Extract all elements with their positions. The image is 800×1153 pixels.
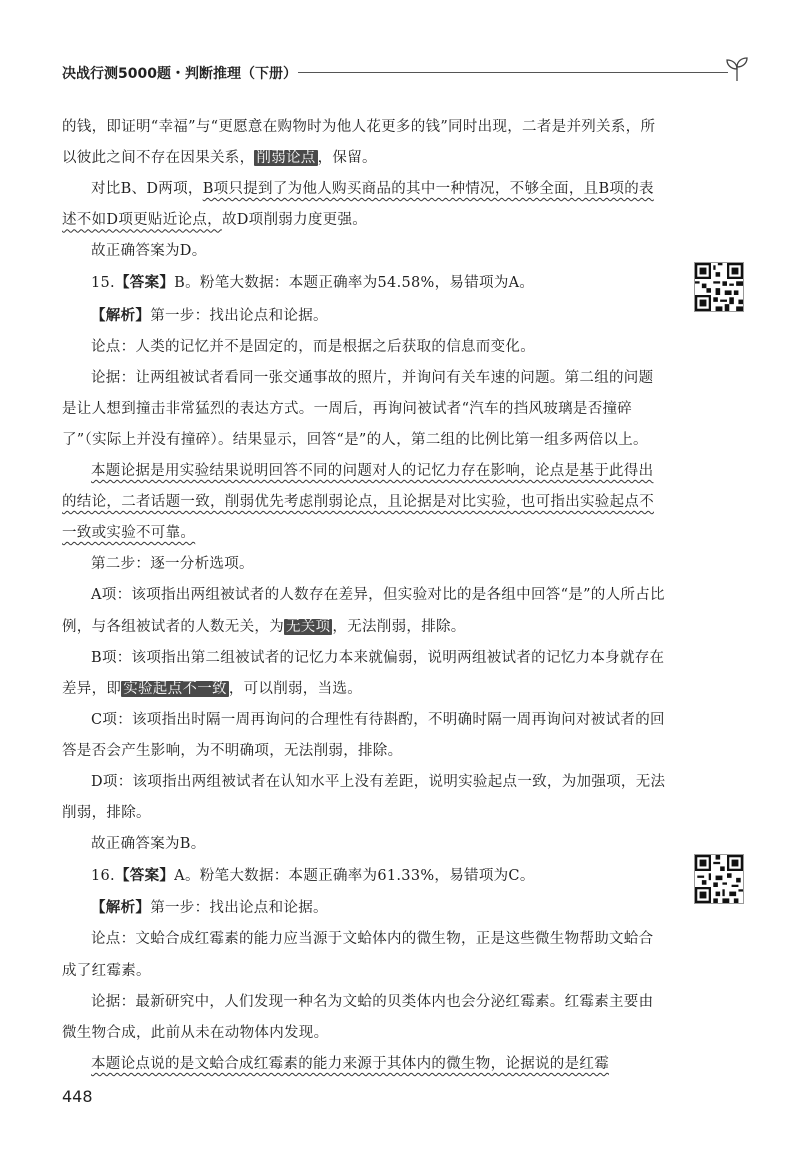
text-segment: 论据：最新研究中，人们发现一种名为文蛤的贝类体内也会分泌红霉素。红霉素主要由微生物合成，此前从未在动物体内发现。 [62, 993, 654, 1041]
running-header [62, 55, 752, 95]
book-title: 决战行测5000题・判断推理（下册） [62, 66, 297, 82]
paragraph [62, 363, 667, 456]
section-marker: 【答案】 [114, 274, 175, 292]
text-segment: 论据：让两组被试者看同一张交通事故的照片，并询问有关车速的问题。第二组的问题是让人想到撞击非常猛烈的表达方式。一周后，再询问被试者“汽车的挡风玻璃是否撞碎了”（实际上并没有撞碎）。结果显示，回答“是”的人，第二组的比例比第一组多两倍以上。 [62, 369, 654, 448]
highlight-label: 无关项 [286, 618, 331, 635]
paragraph [62, 174, 667, 236]
section-marker: 【解析】 [91, 899, 151, 917]
paragraph [62, 236, 667, 267]
text-segment: B项：该项指出第二组被试者的记忆力本来就偏弱，说明两组被试者的记忆力本身就存在差异，即 [62, 649, 665, 697]
paragraph [62, 580, 667, 642]
paragraph [62, 860, 667, 892]
paragraph [62, 549, 667, 580]
paragraph [62, 829, 667, 860]
paragraph [62, 705, 667, 767]
text-segment: C项：该项指出时隔一周再询问的合理性有待斟酌，不明确时隔一周再询问对被试者的回答是否会产生影响，为不明确项，无法削弱，排除。 [62, 711, 665, 759]
paragraph [62, 112, 667, 174]
text-segment: 的钱，即证明“幸福”与“更愿意在购物时为他人花更多的钱”同时出现，二者是并列关系，所以彼此之间不存在因果关系， [62, 119, 656, 167]
paragraph [62, 332, 667, 363]
text-segment: 故D项削弱力度更强。 [221, 212, 368, 229]
text-segment: A项：该项指出两组被试者的人数存在差异，但实验对比的是各组中回答“是”的人所占比例，与各组被试者的人数无关，为 [62, 587, 665, 635]
text-segment: 对比B、D两项， [91, 181, 203, 198]
text-segment: 15. [91, 275, 115, 292]
underlined-text: 本题论据是用实验结果说明回答不同的问题对人的记忆力存在影响，论点是基于此得出的结论，二者话题一致，削弱优先考虑削弱论点，且论据是对比实验，也可指出实验起点不一致或实验不可靠。 [62, 463, 654, 542]
text-segment: 16. [91, 868, 115, 885]
text-segment: A。粉笔大数据：本题正确率为61.33%，易错项为C。 [174, 868, 535, 885]
qr-code-16[interactable] [694, 854, 744, 904]
paragraph [62, 767, 667, 829]
paragraph [62, 987, 667, 1049]
text-segment: 故正确答案为D。 [91, 243, 207, 260]
text-segment: 第一步：找出论点和论据。 [150, 900, 328, 917]
text-segment: ，无法削弱，排除。 [332, 618, 466, 635]
paragraph [62, 892, 667, 924]
page-body [62, 112, 667, 1080]
paragraph [62, 643, 667, 705]
section-marker: 【解析】 [91, 306, 151, 324]
header-rule [298, 72, 728, 73]
text-segment: B。粉笔大数据：本题正确率为54.58%，易错项为A。 [174, 275, 535, 292]
paragraph [62, 267, 667, 299]
qr-code-15[interactable] [694, 262, 744, 312]
highlight-label: 实验起点不一致 [123, 680, 227, 697]
text-segment: D项：该项指出两组被试者在认知水平上没有差距，说明实验起点一致，为加强项，无法削弱，排除。 [62, 773, 666, 822]
text-segment: 第二步：逐一分析选项。 [91, 556, 254, 573]
text-segment: ，可以削弱，当选。 [228, 680, 363, 697]
sprout-leaf-icon [722, 55, 752, 85]
section-marker: 【答案】 [114, 867, 175, 885]
highlight-label: 削弱论点 [256, 150, 316, 167]
underlined-text: B项只提到了为他人购买商品的其中一种情况，不够全面，且B项的表述不如D项更贴近论点， [62, 181, 654, 229]
paragraph [62, 300, 667, 332]
text-segment: 论点：人类的记忆并不是固定的，而是根据之后获取的信息而变化。 [91, 338, 535, 355]
paragraph [62, 924, 667, 986]
page-number: 448 [62, 1087, 93, 1106]
underlined-text: 本题论点说的是文蛤合成红霉素的能力来源于其体内的微生物，论据说的是红霉 [91, 1055, 609, 1072]
paragraph [62, 1049, 667, 1080]
paragraph [62, 456, 667, 549]
text-segment: 论点：文蛤合成红霉素的能力应当源于文蛤体内的微生物，正是这些微生物帮助文蛤合成了红霉素。 [62, 931, 654, 979]
text-segment: 第一步：找出论点和论据。 [150, 307, 328, 324]
text-segment: ，保留。 [317, 150, 377, 167]
text-segment: 故正确答案为B。 [91, 836, 206, 853]
